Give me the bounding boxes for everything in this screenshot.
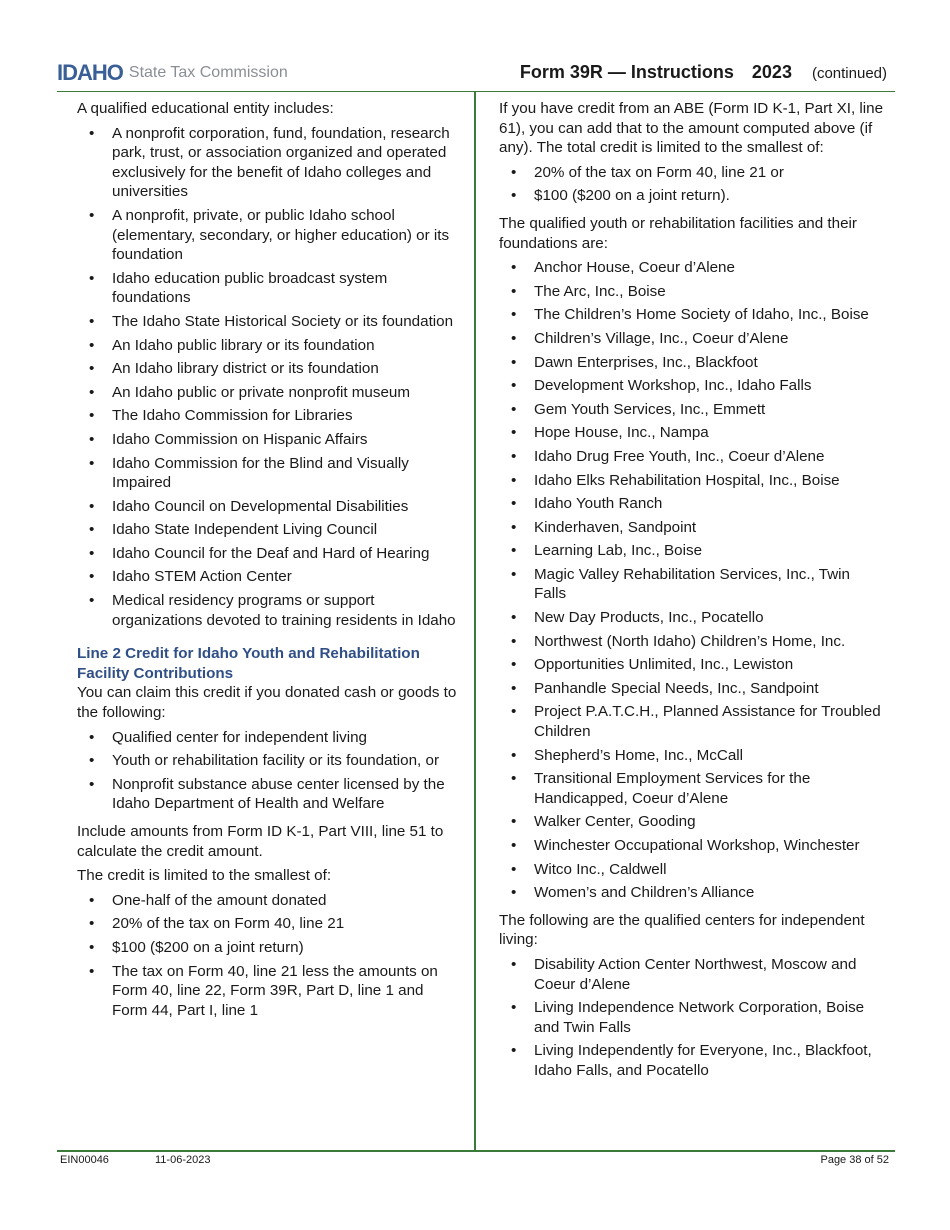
abe-limits-list xyxy=(499,163,884,206)
list-item: • Gem Youth Services, Inc., Emmett xyxy=(499,400,884,420)
list-item: • Opportunities Unlimited, Inc., Lewiston xyxy=(499,655,884,675)
list-item: • Idaho Commission on Hispanic Affairs xyxy=(77,430,462,450)
list-item: • Idaho Council on Developmental Disabilities xyxy=(77,497,462,517)
footer-date: 11-06-2023 xyxy=(155,1154,211,1166)
continued-label: (continued) xyxy=(811,65,887,82)
right-column xyxy=(499,99,884,1089)
list-item: • Idaho State Independent Living Council xyxy=(77,520,462,540)
list-item: • Winchester Occupational Workshop, Winchester xyxy=(499,836,884,856)
list-item: • A nonprofit corporation, fund, foundation, research park, trust, or association organized and operated exclusively for the benefit of Idaho colleges and universities xyxy=(77,124,462,202)
idaho-logo-text: IDAHO xyxy=(57,60,123,85)
list-item: • Idaho Council for the Deaf and Hard of Hearing xyxy=(77,544,462,564)
list-item: • Kinderhaven, Sandpoint xyxy=(499,518,884,538)
entities-intro: A qualified educational entity includes: xyxy=(77,100,334,117)
list-item: • Living Independence Network Corporation, Boise and Twin Falls xyxy=(499,998,884,1037)
list-item: • Walker Center, Gooding xyxy=(499,812,884,832)
list-item: • Children’s Village, Inc., Coeur d’Alene xyxy=(499,329,884,349)
list-item: • Northwest (North Idaho) Children’s Home, Inc. xyxy=(499,632,884,652)
abe-text: If you have credit from an ABE (Form ID K-1, Part XI, line 61), you can add that to the amount computed above (if any). The total credit is limited to the smallest of: xyxy=(499,100,884,157)
list-item: • The Idaho State Historical Society or its foundation xyxy=(77,312,462,332)
line2-recipients-list xyxy=(77,728,462,814)
list-item: • One-half of the amount donated xyxy=(77,891,462,911)
list-item: • Development Workshop, Inc., Idaho Falls xyxy=(499,376,884,396)
list-item: • Hope House, Inc., Nampa xyxy=(499,423,884,443)
list-item: • Youth or rehabilitation facility or its foundation, or xyxy=(77,751,462,771)
column-divider xyxy=(474,92,476,1151)
list-item: • Dawn Enterprises, Inc., Blackfoot xyxy=(499,353,884,373)
limits-list xyxy=(77,891,462,1021)
list-item: • $100 ($200 on a joint return) xyxy=(77,938,462,958)
form-year: 2023 xyxy=(751,62,792,82)
list-item: • Learning Lab, Inc., Boise xyxy=(499,541,884,561)
form-title: Form 39R — Instructions xyxy=(519,62,734,82)
list-item: • Disability Action Center Northwest, Moscow and Coeur d’Alene xyxy=(499,955,884,994)
list-item: • 20% of the tax on Form 40, line 21 xyxy=(77,914,462,934)
list-item: • Panhandle Special Needs, Inc., Sandpoint xyxy=(499,679,884,699)
list-item: • The tax on Form 40, line 21 less the amounts on Form 40, line 22, Form 39R, Part D, line 1 and Form 44, Part I, line 1 xyxy=(77,962,462,1021)
include-text: Include amounts from Form ID K-1, Part VIII, line 51 to calculate the credit amount. xyxy=(77,823,444,860)
list-item: • Shepherd’s Home, Inc., McCall xyxy=(499,746,884,766)
list-item: • Medical residency programs or support organizations devoted to training residents in Idaho xyxy=(77,591,462,630)
list-item: • New Day Products, Inc., Pocatello xyxy=(499,608,884,628)
list-item: • 20% of the tax on Form 40, line 21 or xyxy=(499,163,884,183)
page-header xyxy=(57,58,894,92)
list-item: • Idaho STEM Action Center xyxy=(77,567,462,587)
list-item: • $100 ($200 on a joint return). xyxy=(499,186,884,206)
list-item: • An Idaho library district or its foundation xyxy=(77,359,462,379)
facilities-list xyxy=(499,258,884,903)
list-item: • Anchor House, Coeur d’Alene xyxy=(499,258,884,278)
footer-rule xyxy=(57,1150,895,1152)
list-item: • The Arc, Inc., Boise xyxy=(499,282,884,302)
line2-intro: You can claim this credit if you donated cash or goods to the following: xyxy=(77,684,457,722)
agency-name: State Tax Commission xyxy=(128,64,288,81)
left-column xyxy=(77,99,462,1028)
list-item: • The Children’s Home Society of Idaho, Inc., Boise xyxy=(499,305,884,325)
agency-logo xyxy=(57,60,288,86)
list-item: • The Idaho Commission for Libraries xyxy=(77,406,462,426)
list-item: • Idaho Elks Rehabilitation Hospital, Inc., Boise xyxy=(499,471,884,491)
list-item: • Idaho Commission for the Blind and Visually Impaired xyxy=(77,454,462,493)
list-item: • Qualified center for independent living xyxy=(77,728,462,748)
list-item: • Idaho education public broadcast system foundations xyxy=(77,269,462,308)
list-item: • A nonprofit, private, or public Idaho school (elementary, secondary, or higher education) or its foundation xyxy=(77,206,462,265)
header-rule xyxy=(57,91,895,92)
list-item: • Idaho Drug Free Youth, Inc., Coeur d’Alene xyxy=(499,447,884,467)
limit-intro: The credit is limited to the smallest of: xyxy=(77,867,332,885)
list-item: • Nonprofit substance abuse center licensed by the Idaho Department of Health and Welfare xyxy=(77,775,462,814)
list-item: • An Idaho public or private nonprofit museum xyxy=(77,383,462,403)
centers-intro: The following are the qualified centers for independent living: xyxy=(499,911,865,949)
footer-page-number: Page 38 of 52 xyxy=(820,1154,889,1166)
list-item: • Transitional Employment Services for the Handicapped, Coeur d’Alene xyxy=(499,769,884,808)
footer-code: EIN00046 xyxy=(60,1154,109,1166)
list-item: • Magic Valley Rehabilitation Services, Inc., Twin Falls xyxy=(499,565,884,604)
list-item: • Idaho Youth Ranch xyxy=(499,494,884,514)
list-item: • Living Independently for Everyone, Inc., Blackfoot, Idaho Falls, and Pocatello xyxy=(499,1041,884,1080)
entities-list xyxy=(77,124,462,631)
line2-heading: Line 2 Credit for Idaho Youth and Rehabilitation Facility Contributions xyxy=(77,645,420,682)
form-title-block xyxy=(520,62,887,83)
list-item: • An Idaho public library or its foundation xyxy=(77,336,462,356)
list-item: • Project P.A.T.C.H., Planned Assistance for Troubled Children xyxy=(499,702,884,741)
list-item: • Witco Inc., Caldwell xyxy=(499,860,884,880)
list-item: • Women’s and Children’s Alliance xyxy=(499,883,884,903)
centers-list xyxy=(499,955,884,1081)
facilities-intro: The qualified youth or rehabilitation facilities and their foundations are: xyxy=(499,214,857,252)
